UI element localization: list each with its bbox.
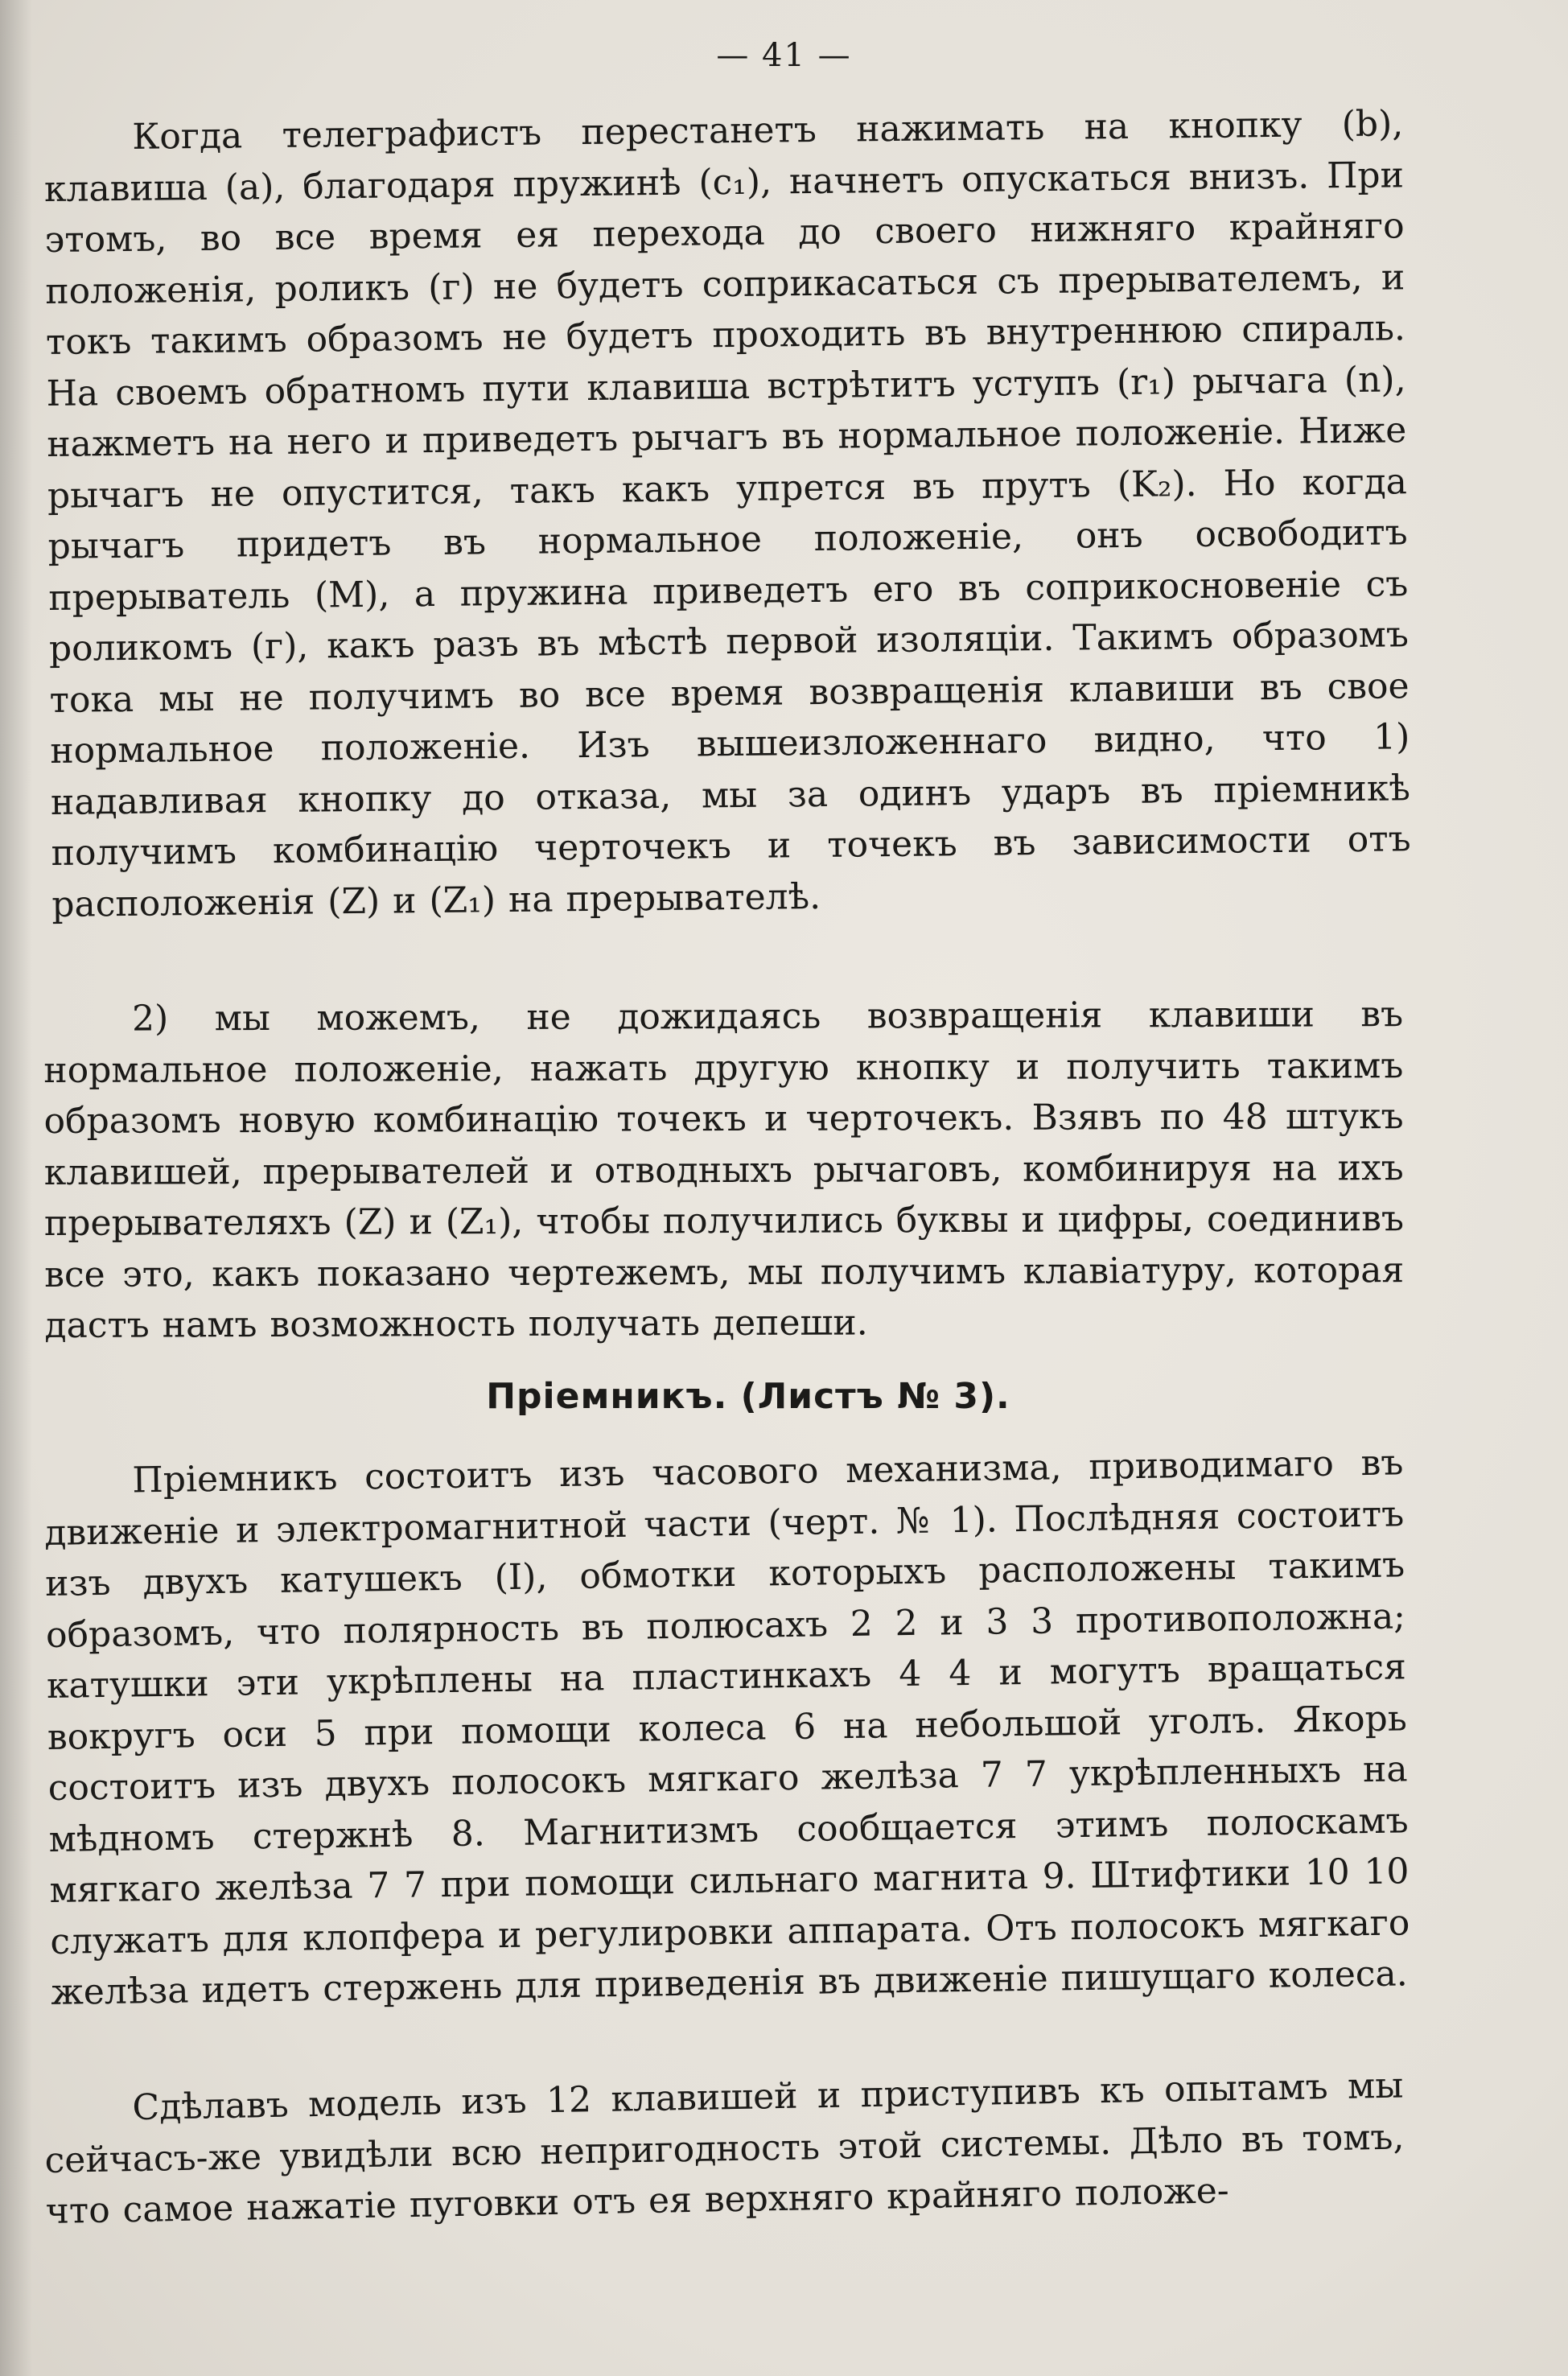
paragraph-1: Когда телеграфистъ перестанетъ нажимать на кнопку (b), клавиша (а), благодаря пружинѣ (c₁), начнетъ опускаться внизъ. При этомъ, во все время ея перехода до своего нижняго крайняго положенія, роликъ (г) не будетъ соприкасаться съ прерывателемъ, и токъ такимъ образомъ не будетъ проходить въ внутреннюю спираль. На своемъ обратномъ пути клавиша встрѣтитъ уступъ (r₁) рычага (n), нажметъ на него и приведетъ рычагъ въ нормальное положеніе. Ниже рычагъ не опустится, такъ какъ упрется въ прутъ (K₂). Но когда рычагъ придетъ въ нормальное положеніе, онъ освободитъ прерыватель (M), а пружина приведетъ его въ соприкосновеніе съ роликомъ (г), какъ разъ въ мѣстѣ первой изоляціи. Такимъ образомъ тока мы не получимъ во все время возвращенія клавиши въ свое нормальное положеніе. Изъ вышеизложеннаго видно, что 1) надавливая кнопку до отказа, мы за одинъ ударъ въ пріемникѣ получимъ комбинацію черточекъ и точекъ въ зависимости отъ расположенія (Z) и (Z₁) на прерывателѣ. (43, 103, 1411, 925)
page-edge-shadow (0, 0, 32, 2376)
text-block-1 (43, 98, 1412, 930)
page-number: — 41 — (716, 37, 852, 74)
paragraph-3: Пріемникъ состоитъ изъ часового механизма, приводимаго въ движеніе и электромагнитной части (черт. № 1). Послѣдняя состоитъ изъ двухъ катушекъ (I), обмотки которыхъ расположены такимъ образомъ, что полярность въ полюсахъ 2 2 и 3 3 противоположна; катушки эти укрѣплены на пластинкахъ 4 4 и могутъ вращаться вокругъ оси 5 при помощи колеса 6 на небольшой уголъ. Якорь состоитъ изъ двухъ полосокъ мягкаго желѣза 7 7 укрѣпленныхъ на мѣдномъ стержнѣ 8. Магнитизмъ сообщается этимъ полоскамъ мягкаго желѣза 7 7 при помощи сильнаго магнита 9. Штифтики 10 10 служатъ для клопфера и регулировки аппарата. Отъ полосокъ мягкаго желѣза идетъ стержень для приведенія въ движеніе пишущаго колеса. (43, 1442, 1410, 2013)
paragraph-2: 2) мы можемъ, не дожидаясь возвращенія клавиши въ нормальное положеніе, нажать другую кнопку и получить такимъ образомъ новую комбинацію точекъ и черточекъ. Взявъ по 48 штукъ клавишей, прерывателей и отводныхъ рычаговъ, комбинируя на ихъ прерывателяхъ (Z) и (Z₁), чтобы получились буквы и цифры, соединивъ все это, какъ показано чертежемъ, мы получимъ клавіатуру, которая дастъ намъ возможность получать депеши. (43, 994, 1405, 1346)
text-block-3 (43, 1437, 1411, 2018)
text-block-4 (43, 2061, 1405, 2238)
paragraph-4: Сдѣлавъ модель изъ 12 клавишей и приступивъ къ опытамъ мы сейчасъ-же увидѣли всю непригодность этой системы. Дѣло въ томъ, что самое нажатіе пуговки отъ ея верхняго крайняго положе- (44, 2065, 1405, 2232)
text-block-2 (43, 989, 1405, 1351)
section-heading: Пріемникъ. (Листъ № 3). (486, 1376, 1010, 1417)
